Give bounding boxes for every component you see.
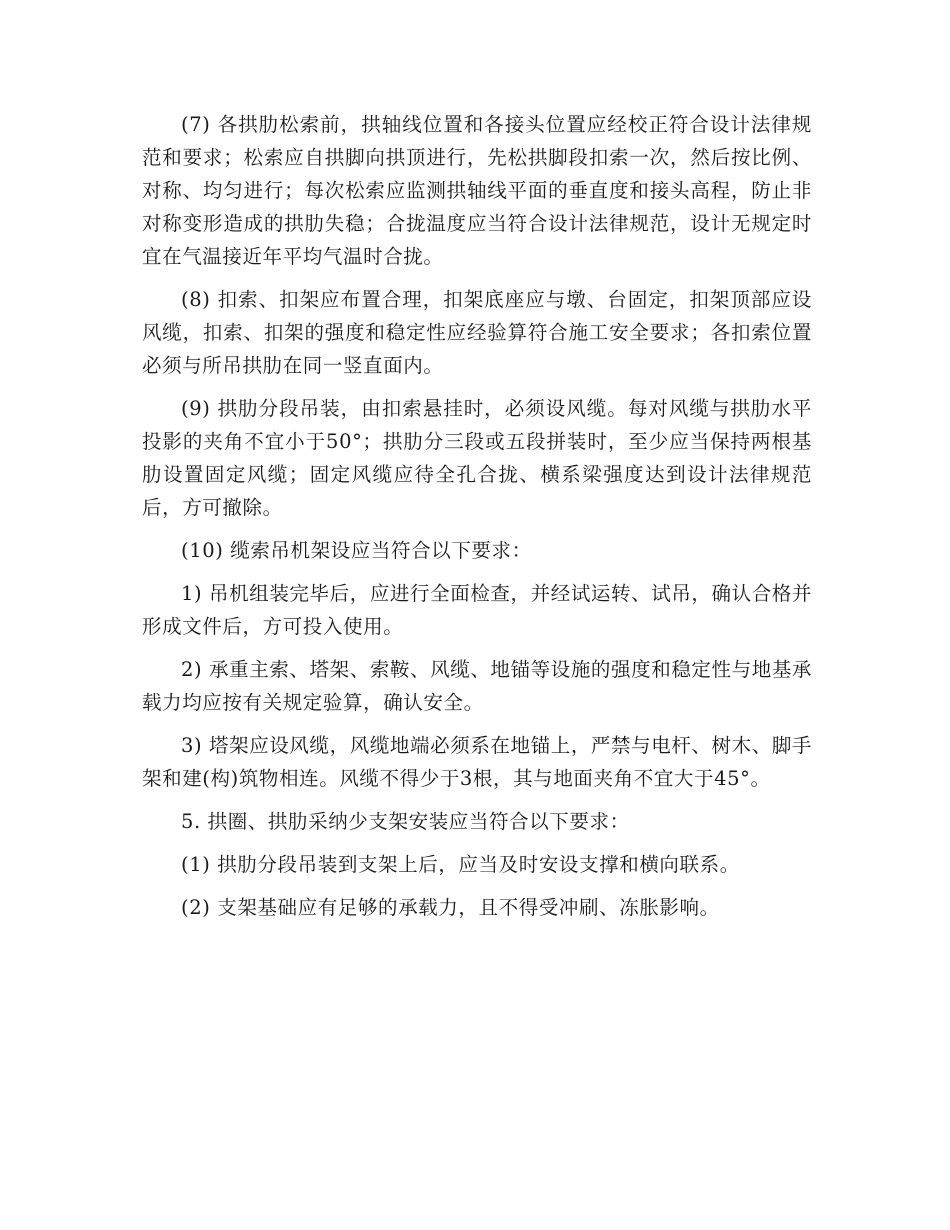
paragraph-10: (10) 缆索吊机架设应当符合以下要求： xyxy=(181,539,532,562)
list-item-2: 2) 承重主索、塔架、索鞍、风缆、地锚等设施的强度和稳定性与地基承载力均应按有关规定验算，确认安全。 xyxy=(142,658,813,714)
list-item-1: 1) 吊机组装完毕后，应进行全面检查，并经试运转、试吊，确认合格并形成文件后，方可投入使用。 xyxy=(142,582,813,638)
subitem-1: (1) 拱肋分段吊装到支架上后，应当及时安设支撑和横向联系。 xyxy=(181,853,740,876)
list-item-3: 3) 塔架应设风缆，风缆地端必须系在地锚上，严禁与电杆、树木、脚手架和建(构)筑物相连。风缆不得少于3根，其与地面夹角不宜大于45°。 xyxy=(142,734,813,790)
subitem-2: (2) 支架基础应有足够的承载力，且不得受冲刷、冻胀影响。 xyxy=(181,896,720,919)
paragraph-8: (8) 扣索、扣架应布置合理，扣架底座应与墩、台固定，扣架顶部应设风缆，扣索、扣架的强度和稳定性应经验算符合施工安全要求；各扣索位置必须与所吊拱肋在同一竖直面内。 xyxy=(142,288,812,377)
paragraph-9: (9) 拱肋分段吊装，由扣索悬挂时，必须设风缆。每对风缆与拱肋水平投影的夹角不宜小于50°；拱肋分三段或五段拼装时，至少应当保持两根基肋设置固定风缆；固定风缆应待全孔合拢、横系梁强度达到设计法律规范后，方可撤除。 xyxy=(142,397,812,519)
paragraph-7: (7) 各拱肋松索前，拱轴线位置和各接头位置应经校正符合设计法律规范和要求；松索应自拱脚向拱顶进行，先松拱脚段扣索一次，然后按比例、对称、均匀进行；每次松索应监测拱轴线平面的垂直度和接头高程，防止非对称变形造成的拱肋失稳；合拢温度应当符合设计法律规范，设计无规定时宜在气温接近年平均气温时合拢。 xyxy=(142,113,812,268)
section-heading-5: 5. 拱圈、拱肋采纳少支架安装应当符合以下要求： xyxy=(181,810,630,833)
document-body xyxy=(142,108,812,934)
